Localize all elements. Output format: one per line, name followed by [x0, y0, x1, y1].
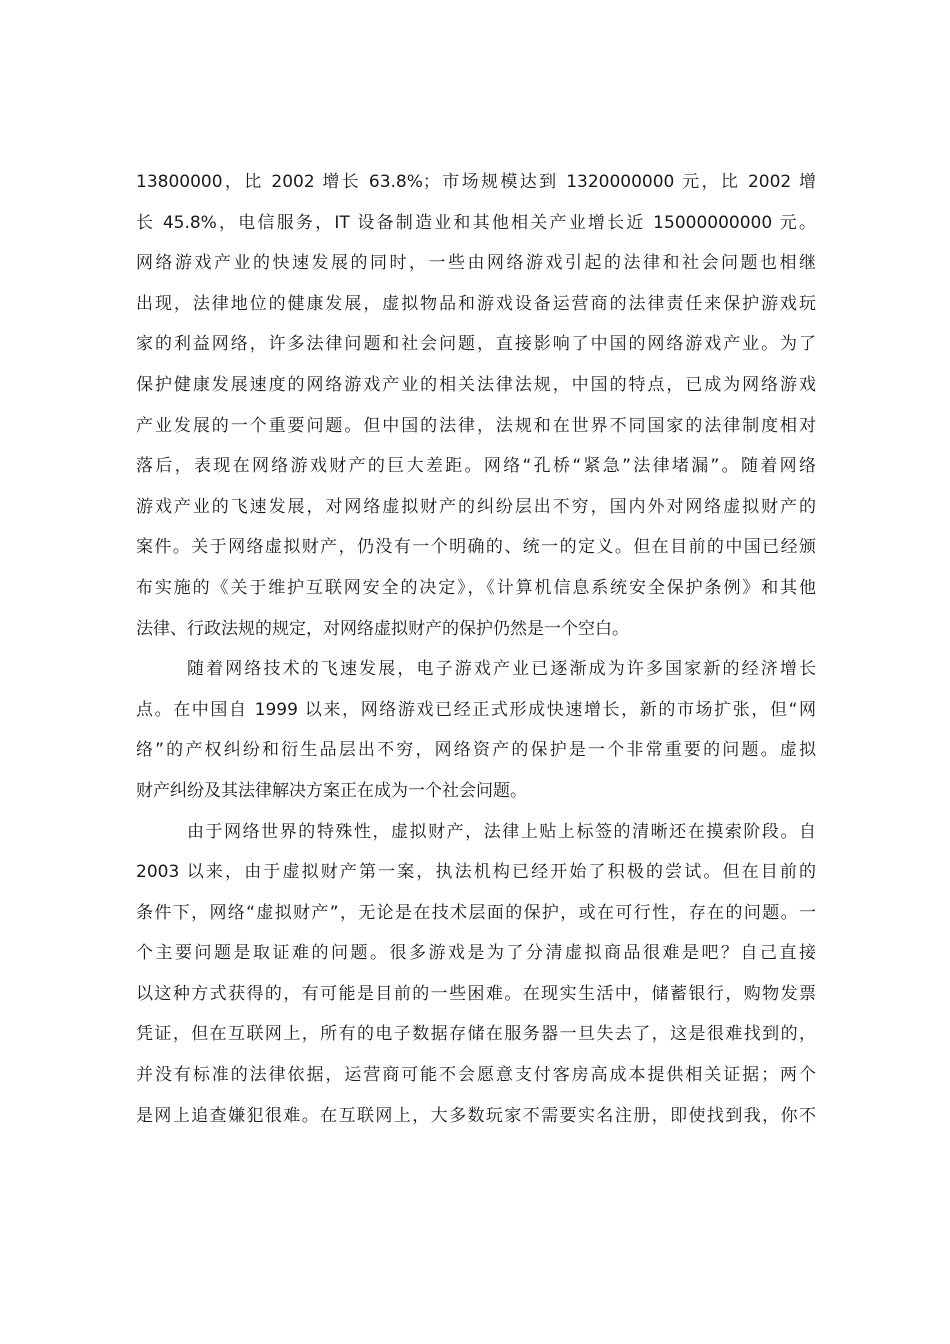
paragraph-2-line-2: 点。在中国自 1999 以来，网络游戏已经正式形成快速增长，新的市场扩张，但“网 — [136, 699, 816, 720]
paragraph-2-line-4: 财产纠纷及其法律解决方案正在成为一个社会问题。 — [136, 780, 527, 801]
paragraph-3-line-3: 条件下，网络“虚拟财产”，无论是在技术层面的保护，或在可行性，存在的问题。一 — [136, 902, 816, 923]
paragraph-1-line-3: 网络游戏产业的快速发展的同时，一些由网络游戏引起的法律和社会问题也相继 — [136, 253, 816, 274]
paragraph-3-line-2: 2003 以来，由于虚拟财产第一案，执法机构已经开始了积极的尝试。但在目前的 — [136, 862, 816, 883]
paragraph-3-line-4: 个主要问题是取证难的问题。很多游戏是为了分清虚拟商品很难是吧？自己直接 — [136, 943, 816, 964]
body-text — [136, 162, 816, 1136]
paragraph-1-line-7: 产业发展的一个重要问题。但中国的法律，法规和在世界不同国家的法律制度相对 — [136, 415, 816, 436]
paragraph-1-line-10: 案件。关于网络虚拟财产，仍没有一个明确的、统一的定义。但在目前的中国已经颁 — [136, 537, 816, 558]
paragraph-3-line-5: 以这种方式获得的，有可能是目前的一些困难。在现实生活中，储蓄银行，购物发票 — [136, 983, 816, 1004]
paragraph-3-line-6: 凭证，但在互联网上，所有的电子数据存储在服务器一旦失去了，这是很难找到的， — [136, 1024, 816, 1045]
paragraph-1-line-2: 长 45.8%，电信服务，IT 设备制造业和其他相关产业增长近 15000000000 元。 — [136, 212, 816, 233]
paragraph-3-line-8: 是网上追查嫌犯很难。在互联网上，大多数玩家不需要实名注册，即使找到我，你不 — [136, 1105, 816, 1126]
paragraph-1-line-4: 出现，法律地位的健康发展，虚拟物品和游戏设备运营商的法律责任来保护游戏玩 — [136, 293, 816, 314]
paragraph-1-line-8: 落后，表现在网络游戏财产的巨大差距。网络“孔桥“紧急”法律堵漏”。随着网络 — [136, 456, 816, 477]
paragraph-1-line-5: 家的利益网络，许多法律问题和社会问题，直接影响了中国的网络游戏产业。为了 — [136, 334, 816, 355]
paragraph-1-line-12: 法律、行政法规的规定，对网络虚拟财产的保护仍然是一个空白。 — [136, 618, 629, 639]
paragraph-3-line-1: 由于网络世界的特殊性，虚拟财产，法律上贴上标签的清晰还在摸索阶段。自 — [187, 821, 816, 842]
paragraph-1-line-11: 布实施的《关于维护互联网安全的决定》，《计算机信息系统安全保护条例》和其他 — [136, 577, 816, 598]
paragraph-2-line-3: 络”的产权纠纷和衍生品层出不穷，网络资产的保护是一个非常重要的问题。虚拟 — [136, 740, 816, 761]
paragraph-3-line-7: 并没有标准的法律依据，运营商可能不会愿意支付客房高成本提供相关证据；两个 — [136, 1065, 816, 1086]
paragraph-2-line-1: 随着网络技术的飞速发展，电子游戏产业已逐渐成为许多国家新的经济增长 — [187, 659, 816, 680]
paragraph-1-line-1: 13800000，比 2002 增长 63.8%；市场规模达到 1320000000 元，比 2002 增 — [136, 172, 816, 192]
paragraph-1-line-6: 保护健康发展速度的网络游戏产业的相关法律法规，中国的特点，已成为网络游戏 — [136, 374, 816, 395]
paragraph-1-line-9: 游戏产业的飞速发展，对网络虚拟财产的纠纷层出不穷，国内外对网络虚拟财产的 — [136, 496, 816, 517]
